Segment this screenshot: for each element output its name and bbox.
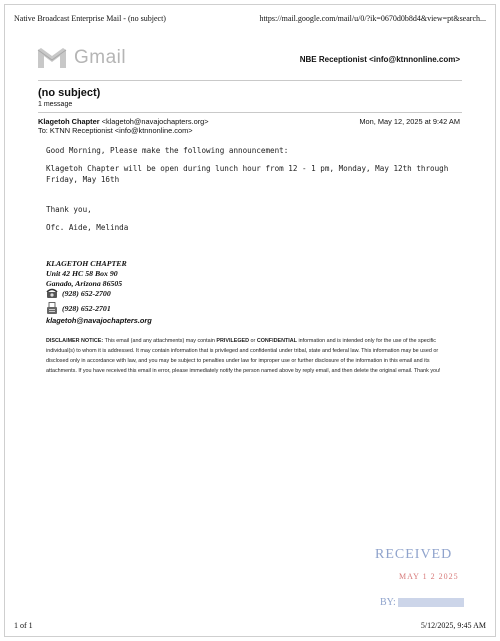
signature-fax <box>46 302 111 315</box>
print-timestamp: 5/12/2025, 9:45 AM <box>420 621 486 630</box>
disclaimer-text: or <box>249 338 257 344</box>
gmail-envelope-icon <box>36 46 68 70</box>
signature-email: klagetoh@navajochapters.org <box>46 316 152 325</box>
sender-email: <klagetoh@navajochapters.org> <box>101 117 209 126</box>
recipient-line: To: KTNN Receptionist <info@ktnnonline.com> <box>38 126 193 135</box>
thread-subject: (no subject) <box>38 87 101 99</box>
disclaimer-text: This email (and any attachments) may contain <box>103 338 217 344</box>
disclaimer-notice <box>46 336 456 376</box>
disclaimer-text: information and is intended only for the use of the specific individual(s) to whom it is addressed. It may contain information that is privileged and confidential under tribal, state and federal law. This information may be used or disclosed only in accordance with law, and you may be subject to penalties under law for improper use or further disclosure of the information in this email and its attachments. If you have received this email in error, please immediately notify the person named above by reply email, and then delete the original email. Thank you! <box>46 338 441 374</box>
phone-number: (928) 652-2700 <box>62 288 111 298</box>
page-number: 1 of 1 <box>14 621 33 630</box>
gmail-logo <box>36 44 136 70</box>
signature-name: KLAGETOH CHAPTER <box>46 259 127 268</box>
divider <box>38 112 462 113</box>
divider <box>38 80 462 81</box>
print-header <box>14 14 486 26</box>
received-by-signature <box>398 598 464 607</box>
telephone-icon <box>46 287 58 299</box>
signature-address-line1: Unit 42 HC 58 Box 90 <box>46 269 118 278</box>
disclaimer-emphasis: CONFIDENTIAL <box>256 338 297 344</box>
message-date: Mon, May 12, 2025 at 9:42 AM <box>359 117 460 126</box>
account-address: NBE Receptionist <info@ktnnonline.com> <box>299 55 460 64</box>
disclaimer-label: DISCLAIMER NOTICE: <box>46 338 104 344</box>
received-stamp: RECEIVED <box>375 547 453 562</box>
signature-phone <box>46 287 111 299</box>
fax-number: (928) 652-2701 <box>62 304 111 313</box>
print-url: https://mail.google.com/mail/u/0/?ik=0670d0b8d4&view=pt&search... <box>259 14 486 23</box>
received-by-label: BY: <box>380 597 396 608</box>
body-paragraph: Ofc. Aide, Melinda <box>46 223 129 232</box>
fax-icon <box>46 302 58 315</box>
message-count: 1 message <box>38 101 73 108</box>
body-paragraph: Good Morning, Please make the following announcement: <box>46 146 289 155</box>
sender-line <box>38 117 209 126</box>
signature-address-line2: Ganado, Arizona 86505 <box>46 279 123 288</box>
received-stamp-date: MAY 1 2 2025 <box>399 572 459 581</box>
gmail-wordmark: Gmail <box>74 47 127 68</box>
print-title: Native Broadcast Enterprise Mail - (no subject) <box>14 14 166 23</box>
received-stamp-by <box>380 597 464 608</box>
print-footer <box>14 621 486 633</box>
sender-name: Klagetoh Chapter <box>38 117 100 126</box>
body-paragraph: Thank you, <box>46 205 92 214</box>
disclaimer-emphasis: PRIVILEGED <box>216 338 250 344</box>
body-paragraph: Klagetoh Chapter will be open during lunch hour from 12 - 1 pm, Monday, May 12th through Friday, May 16th <box>46 164 449 184</box>
